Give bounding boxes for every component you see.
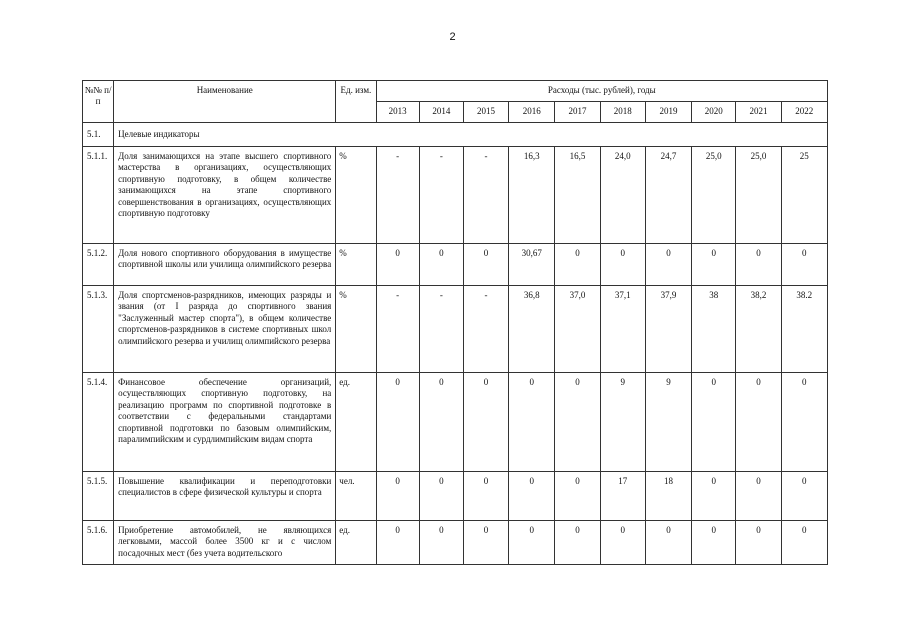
row-value: 0 (463, 244, 508, 286)
row-value: 37,1 (600, 286, 645, 373)
year-header: 2015 (463, 102, 508, 123)
row-name: Доля занимающихся на этапе высшего спортивного мастерства в организациях, осуществляющих спортивную подготовку, в общем количестве занимающихся на этапе спортивного совершенствования в организациях, осуществляющих спортивную подготовку (114, 147, 336, 244)
row-value: 17 (600, 472, 645, 521)
row-value: 0 (645, 244, 691, 286)
row-value: 0 (376, 244, 419, 286)
row-value: 0 (692, 521, 736, 565)
row-value: 0 (463, 373, 508, 472)
row-value: - (419, 147, 463, 244)
row-value: 25,0 (692, 147, 736, 244)
row-num: 5.1.3. (83, 286, 114, 373)
row-value: 0 (555, 373, 600, 472)
row-value: 16,3 (509, 147, 555, 244)
row-value: 37,9 (645, 286, 691, 373)
row-value: 0 (419, 373, 463, 472)
page-number: 2 (449, 31, 456, 43)
row-unit: % (336, 244, 376, 286)
row-value: 18 (645, 472, 691, 521)
year-header: 2016 (509, 102, 555, 123)
row-value: 36,8 (509, 286, 555, 373)
row-value: 37,0 (555, 286, 600, 373)
row-value: 0 (645, 521, 691, 565)
row-value: 0 (692, 472, 736, 521)
row-unit: чел. (336, 472, 376, 521)
row-num: 5.1.2. (83, 244, 114, 286)
row-value: 0 (509, 521, 555, 565)
row-value: 25 (781, 147, 827, 244)
section-title: Целевые индикаторы (114, 123, 828, 147)
row-value: 0 (555, 244, 600, 286)
row-name: Доля спортсменов-разрядников, имеющих разряды и звания (от I разряда до спортивного звания "Заслуженный мастер спорта"), в общем количестве спортсменов-разрядников в системе спортивных школ олимпийского резерва и училищ олимпийского резерва (114, 286, 336, 373)
table-row (83, 286, 828, 373)
indicators-table (82, 80, 828, 565)
row-value: 38.2 (781, 286, 827, 373)
row-value: 0 (781, 521, 827, 565)
row-value: 9 (645, 373, 691, 472)
year-header: 2022 (781, 102, 827, 123)
header-num: №№ п/п (83, 81, 114, 123)
table-row (83, 147, 828, 244)
row-value: 0 (692, 244, 736, 286)
row-num: 5.1.5. (83, 472, 114, 521)
row-value: 0 (463, 521, 508, 565)
row-value: 0 (419, 472, 463, 521)
row-value: 0 (736, 373, 781, 472)
row-value: 0 (736, 472, 781, 521)
table-row (83, 244, 828, 286)
row-value: 16,5 (555, 147, 600, 244)
row-value: 0 (692, 373, 736, 472)
row-value: 38,2 (736, 286, 781, 373)
row-num: 5.1.6. (83, 521, 114, 565)
row-num: 5.1.4. (83, 373, 114, 472)
row-unit: % (336, 147, 376, 244)
row-value: 0 (376, 521, 419, 565)
row-value: 30,67 (509, 244, 555, 286)
row-value: 0 (736, 244, 781, 286)
row-value: 0 (555, 472, 600, 521)
row-value: 0 (781, 373, 827, 472)
header-unit: Ед. изм. (336, 81, 376, 123)
row-value: - (419, 286, 463, 373)
header-name: Наименование (114, 81, 336, 123)
row-value: - (376, 147, 419, 244)
section-num: 5.1. (83, 123, 114, 147)
year-header: 2020 (692, 102, 736, 123)
row-value: 25,0 (736, 147, 781, 244)
table-row (83, 472, 828, 521)
row-value: 0 (463, 472, 508, 521)
row-num: 5.1.1. (83, 147, 114, 244)
row-value: 0 (509, 472, 555, 521)
row-value: 0 (419, 244, 463, 286)
row-value: - (463, 147, 508, 244)
table-row (83, 521, 828, 565)
header-expenses: Расходы (тыс. рублей), годы (376, 81, 828, 102)
row-unit: ед. (336, 373, 376, 472)
row-value: 24,0 (600, 147, 645, 244)
row-value: 0 (509, 373, 555, 472)
row-value: 0 (600, 521, 645, 565)
year-header: 2017 (555, 102, 600, 123)
year-header: 2013 (376, 102, 419, 123)
row-value: 0 (555, 521, 600, 565)
row-value: 0 (419, 521, 463, 565)
table-row (83, 373, 828, 472)
row-unit: % (336, 286, 376, 373)
year-header: 2018 (600, 102, 645, 123)
row-name: Финансовое обеспечение организаций, осуществляющих спортивную подготовку, на реализацию программ по спортивной подготовке в соответствии с федеральными стандартами спортивной подготовки по базовым олимпийским, паралимпийским и сурдлимпийским видам спорта (114, 373, 336, 472)
row-name: Повышение квалификации и переподготовки специалистов в сфере физической культуры и спорта (114, 472, 336, 521)
row-value: 38 (692, 286, 736, 373)
row-value: - (376, 286, 419, 373)
row-value: 0 (600, 244, 645, 286)
row-value: 24,7 (645, 147, 691, 244)
row-value: - (463, 286, 508, 373)
row-name: Доля нового спортивного оборудования в имуществе спортивной школы или училища олимпийского резерва (114, 244, 336, 286)
row-value: 0 (781, 472, 827, 521)
row-value: 0 (736, 521, 781, 565)
row-name: Приобретение автомобилей, не являющихся легковыми, массой более 3500 кг и с числом посадочных мест (без учета водительского (114, 521, 336, 565)
year-header: 2019 (645, 102, 691, 123)
row-value: 0 (376, 373, 419, 472)
row-unit: ед. (336, 521, 376, 565)
row-value: 9 (600, 373, 645, 472)
year-header: 2021 (736, 102, 781, 123)
row-value: 0 (781, 244, 827, 286)
row-value: 0 (376, 472, 419, 521)
year-header: 2014 (419, 102, 463, 123)
